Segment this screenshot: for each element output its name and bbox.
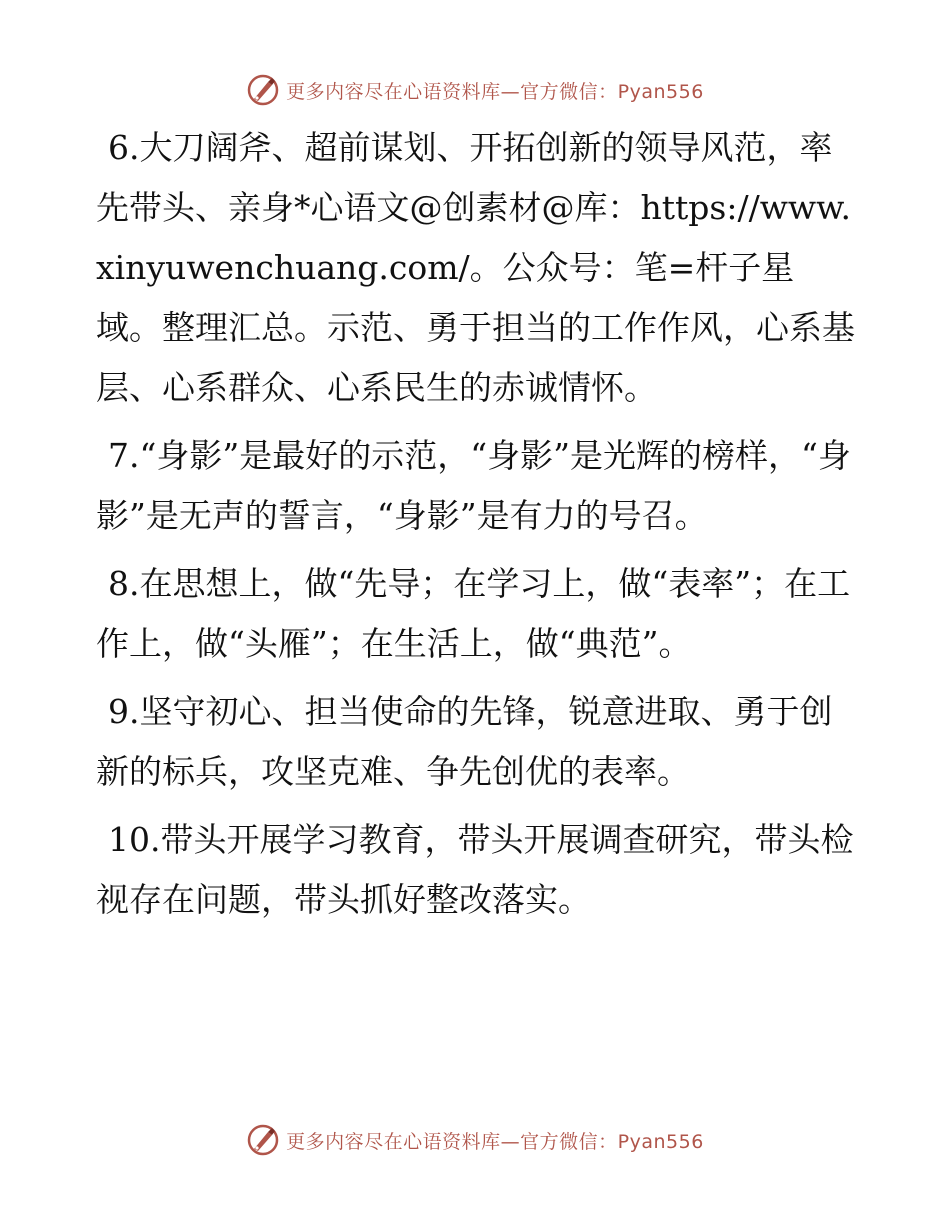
paragraph-text: 坚守初心、担当使命的先锋，锐意进取、勇于创新的标兵，攻坚克难、争先创优的表率。	[96, 692, 833, 791]
paragraph-number: 7.	[108, 436, 140, 475]
header-banner-text: 更多内容尽在心语资料库—官方微信：Pyan556	[286, 80, 704, 103]
paragraph-number: 8.	[108, 564, 140, 603]
paragraph-text: “身影”是最好的示范，“身影”是光辉的榜样，“身影”是无声的誓言，“身影”是有力的号召。	[96, 436, 851, 535]
paragraph-6	[96, 118, 856, 418]
page-header	[0, 70, 950, 110]
pen-nib-icon	[246, 1123, 280, 1157]
footer-banner	[246, 1123, 704, 1157]
document-body	[96, 118, 856, 938]
paragraph-text: 带头开展学习教育，带头开展调查研究，带头检视存在问题，带头抓好整改落实。	[96, 820, 854, 919]
paragraph-9	[96, 682, 856, 802]
pen-nib-icon	[246, 73, 280, 107]
paragraph-number: 6.	[108, 128, 140, 167]
page-footer	[0, 1120, 950, 1160]
paragraph-8	[96, 554, 856, 674]
footer-banner-text: 更多内容尽在心语资料库—官方微信：Pyan556	[286, 1130, 704, 1153]
paragraph-number: 9.	[108, 692, 140, 731]
paragraph-text: 在思想上，做“先导；在学习上，做“表率”；在工作上，做“头雁”；在生活上，做“典范”。	[96, 564, 851, 663]
paragraph-7	[96, 426, 856, 546]
paragraph-number: 10.	[108, 820, 161, 859]
paragraph-10	[96, 810, 856, 930]
paragraph-text: 大刀阔斧、超前谋划、开拓创新的领导风范，率先带头、亲身*心语文@创素材@库：https://www.xinyuwenchuang.com/。公众号：笔=杆子星域。整理汇总。示范、勇于担当的工作作风，心系基层、心系群众、心系民生的赤诚情怀。	[96, 128, 855, 407]
header-banner	[246, 73, 704, 107]
